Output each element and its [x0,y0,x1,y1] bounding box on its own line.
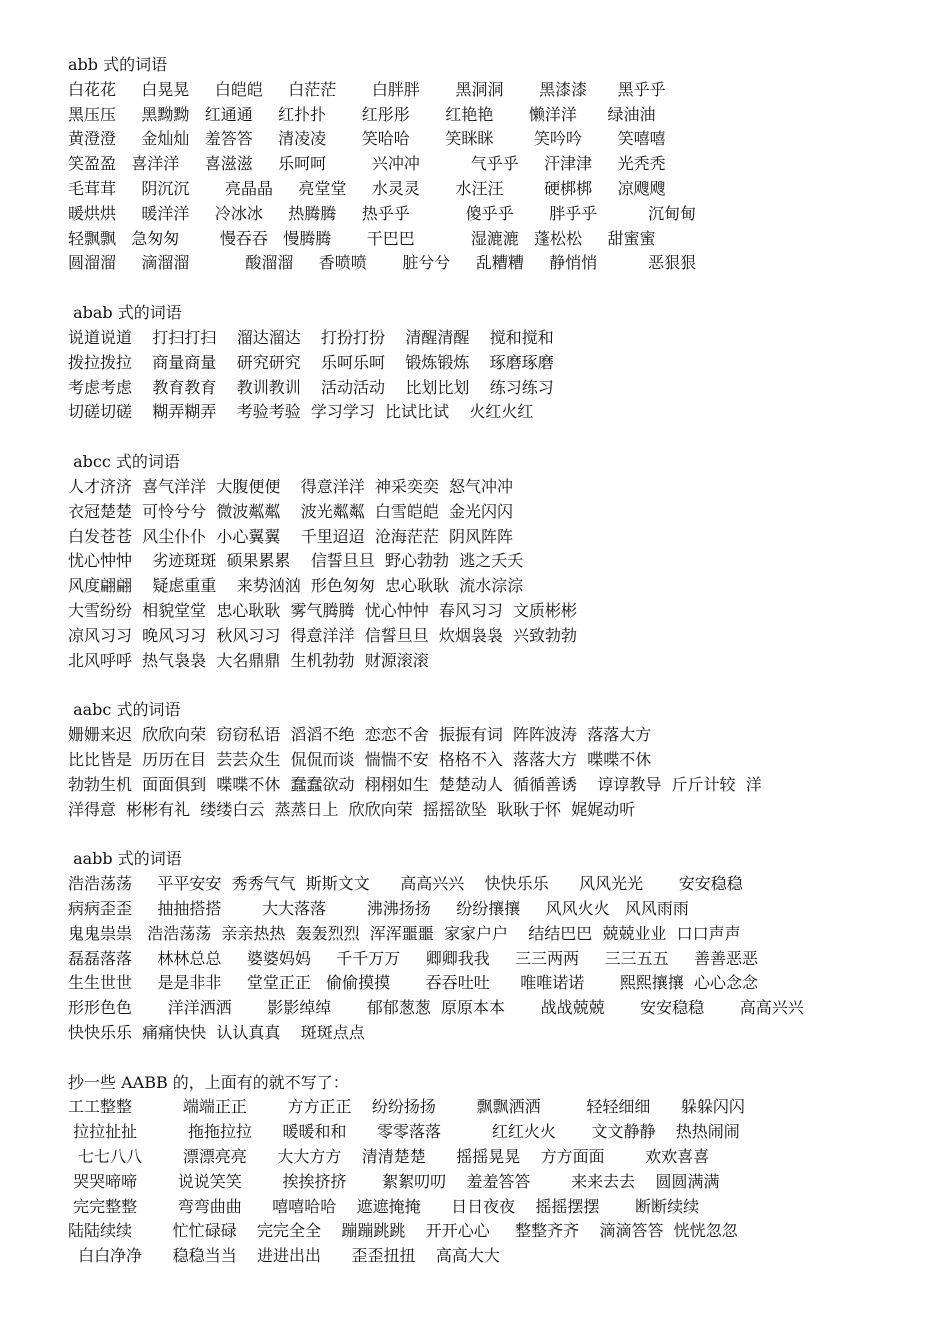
word-line: 鬼鬼祟祟 浩浩荡荡 亲亲热热 轰轰烈烈 浑浑噩噩 家家户户 结结巴巴 兢兢业业 口口声声 [68,923,741,943]
word-line: 毛茸茸 阴沉沉 亮晶晶 亮堂堂 水灵灵 水汪汪 硬梆梆 凉飕飕 [68,178,666,198]
word-line: 北风呼呼 热气袅袅 大名鼎鼎 生机勃勃 财源滚滚 [68,650,429,670]
word-line: 风度翩翩 疑虑重重 来势汹汹 形色匆匆 忠心耿耿 流水淙淙 [68,576,524,596]
word-line: 忧心忡忡 劣迹斑斑 硕果累累 信誓旦旦 野心勃勃 逃之夭夭 [68,551,524,571]
word-line: 陆陆续续 忙忙碌碌 完完全全 蹦蹦跳跳 开开心心 整整齐齐 滴滴答答 恍恍忽忽 [68,1221,738,1241]
word-line: 洋得意 彬彬有礼 缕缕白云 蒸蒸日上 欣欣向荣 摇摇欲坠 耿耿于怀 娓娓动听 [68,799,636,819]
word-line: 黑压压 黑黝黝 红通通 红扑扑 红彤彤 红艳艳 懒洋洋 绿油油 [68,104,656,124]
word-line: 轻飘飘 急匆匆 慢吞吞 慢腾腾 干巴巴 湿漉漉 蓬松松 甜蜜蜜 [68,228,656,248]
word-section [68,1071,888,1269]
section-heading: abab 式的词语 [68,303,182,323]
word-line: 七七八八 漂漂亮亮 大大方方 清清楚楚 摇摇晃晃 方方面面 欢欢喜喜 [68,1147,710,1167]
word-line: 笑盈盈 喜洋洋 喜滋滋 乐呵呵 兴冲冲 气乎乎 汗津津 光秃秃 [68,154,666,174]
word-line: 姗姗来迟 欣欣向荣 窃窃私语 滔滔不绝 恋恋不舍 振振有词 阵阵波涛 落落大方 [68,725,652,745]
section-heading: 抄一些 AABB 的，上面有的就不写了： [68,1072,349,1092]
word-section [68,698,888,822]
word-line: 白花花 白晃晃 白皑皑 白茫茫 白胖胖 黑洞洞 黑漆漆 黑乎乎 [68,79,666,99]
word-line: 圆溜溜 滴溜溜 酸溜溜 香喷喷 脏兮兮 乱糟糟 静悄悄 恶狠狠 [68,253,697,273]
word-line: 生生世世 是是非非 堂堂正正 偷偷摸摸 吞吞吐吐 唯唯诺诺 熙熙攘攘 心心念念 [68,973,759,993]
word-line: 形形色色 洋洋洒洒 影影绰绰 郁郁葱葱 原原本本 战战兢兢 安安稳稳 高高兴兴 [68,998,804,1018]
word-section [68,301,888,425]
word-line: 拉拉扯扯 拖拖拉拉 暖暖和和 零零落落 红红火火 文文静静 热热闹闹 [68,1122,740,1142]
section-heading: abcc 式的词语 [68,452,180,472]
word-line: 拨拉拨拉 商量商量 研究研究 乐呵乐呵 锻炼锻炼 琢磨琢磨 [68,352,554,372]
word-line: 快快乐乐 痛痛快快 认认真真 斑斑点点 [68,1022,365,1042]
word-line: 病病歪歪 抽抽搭搭 大大落落 沸沸扬扬 纷纷攘攘 风风火火 风风雨雨 [68,898,689,918]
word-line: 白发苍苍 风尘仆仆 小心翼翼 千里迢迢 沧海茫茫 阴风阵阵 [68,526,514,546]
document-page [68,53,888,1294]
word-line: 说道说道 打扫打扫 溜达溜达 打扮打扮 清醒清醒 搅和搅和 [68,327,554,347]
word-line: 考虑考虑 教育教育 教训教训 活动活动 比划比划 练习练习 [68,377,554,397]
word-line: 衣冠楚楚 可怜兮兮 微波粼粼 波光粼粼 白雪皑皑 金光闪闪 [68,501,514,521]
section-heading: aabb 式的词语 [68,849,182,869]
section-heading: abb 式的词语 [68,55,168,74]
word-line: 人才济济 喜气洋洋 大腹便便 得意洋洋 神采奕奕 怒气冲冲 [68,476,514,496]
word-line: 比比皆是 历历在目 芸芸众生 侃侃而谈 惴惴不安 格格不入 落落大方 喋喋不休 [68,749,652,769]
word-line: 白白净净 稳稳当当 进进出出 歪歪扭扭 高高大大 [68,1246,500,1266]
word-line: 暖烘烘 暖洋洋 冷冰冰 热腾腾 热乎乎 傻乎乎 胖乎乎 沉甸甸 [68,203,697,223]
word-line: 磊磊落落 林林总总 婆婆妈妈 千千万万 卿卿我我 三三两两 三三五五 善善恶恶 [68,948,759,968]
word-line: 凉风习习 晚风习习 秋风习习 得意洋洋 信誓旦旦 炊烟袅袅 兴致勃勃 [68,625,578,645]
word-line: 勃勃生机 面面俱到 喋喋不休 蠢蠢欲动 栩栩如生 楚楚动人 循循善诱 谆谆教导 斤斤计较 洋 [68,774,762,794]
word-line: 大雪纷纷 相貌堂堂 忠心耿耿 雾气腾腾 忧心忡忡 春风习习 文质彬彬 [68,600,578,620]
word-line: 切磋切磋 糊弄糊弄 考验考验 学习学习 比试比试 火红火红 [68,402,534,422]
section-heading: aabc 式的词语 [68,700,181,720]
word-line: 哭哭啼啼 说说笑笑 挨挨挤挤 絮絮叨叨 羞羞答答 来来去去 圆圆满满 [68,1171,720,1191]
word-section [68,847,888,1045]
word-line: 黄澄澄 金灿灿 羞答答 清凌凌 笑哈哈 笑眯眯 笑吟吟 笑嘻嘻 [68,129,666,149]
word-line: 完完整整 弯弯曲曲 嘻嘻哈哈 遮遮掩掩 日日夜夜 摇摇摆摆 断断续续 [68,1196,700,1216]
word-section [68,53,888,276]
word-line: 浩浩荡荡 平平安安 秀秀气气 斯斯文文 高高兴兴 快快乐乐 风风光光 安安稳稳 [68,874,743,894]
word-line: 工工整整 端端正正 方方正正 纷纷扬扬 飘飘洒洒 轻轻细细 躲躲闪闪 [68,1097,745,1117]
word-section [68,450,888,673]
